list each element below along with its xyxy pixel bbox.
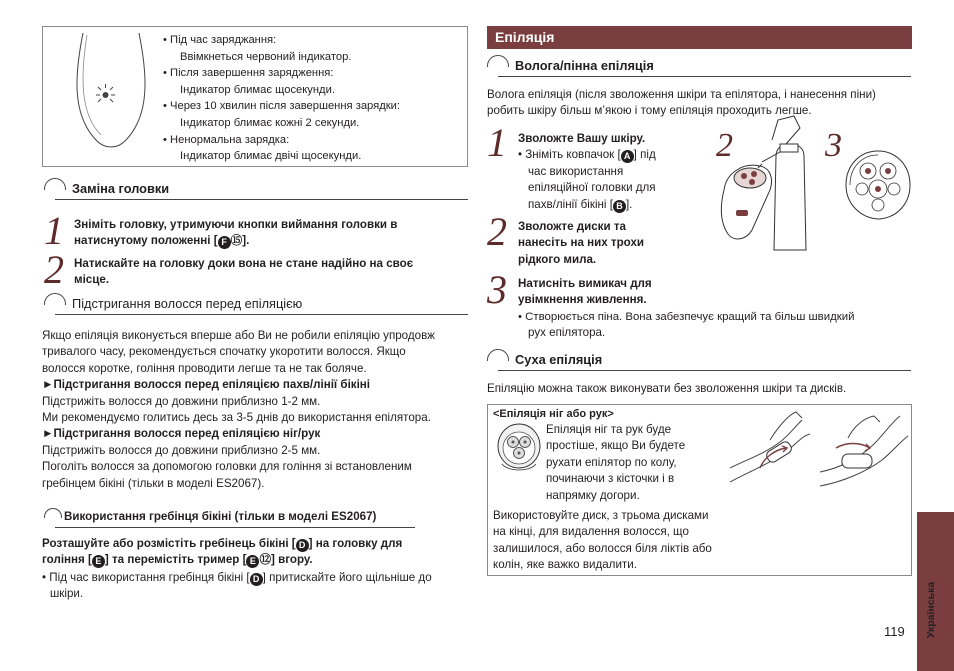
page-number: 119 (884, 624, 905, 639)
figure-number: 2 (716, 127, 733, 164)
bikini-comb-text: Розташуйте або розмістіть гребінець бікіні [ D ] на головку для гоління [ E ] та перемістіть тример [ E ⑫] вгору. • Під час використання гребінця бікіні [ D ] притискайте його щільніше до шкіри. (42, 537, 432, 601)
epilator-indicator-illustration (57, 29, 157, 153)
charging-line: • Під час заряджання: (163, 34, 277, 46)
step-text: Натискайте на головку доки вона не стане надійно на своє місце. (74, 257, 414, 287)
a-badge: A (621, 150, 634, 163)
charging-line: Індикатор блимає щосекунди. (180, 83, 335, 96)
step-text: Зволожте диски та нанесіть на них трохи рідкого мила. (518, 220, 645, 266)
section-heading-bikini-comb (44, 506, 414, 530)
section-title: Волога/пінна епіляція (515, 58, 654, 73)
f-badge: F (218, 236, 231, 249)
soap-bottle-and-epilator-illustration (716, 110, 821, 260)
knee-epilation-illustration (820, 408, 910, 490)
charging-line: Індикатор блимає кожні 2 секунди. (180, 116, 360, 129)
section-heading-dry-epilation (487, 349, 911, 373)
charging-line: Індикатор блимає двічі щосекунди. (180, 150, 362, 163)
trimming-text: Якщо епіляція виконується вперше або Ви не робили епіляцію упродовж тривалого часу, рекомендується спочатку укоротити волосся. Якщо волосся коротке, гоління проводити легше та не так боляче. ►Підстригання волосся перед епіляцією пахв/лінії бікіні Підстрижіть волосся до довжини приблизно 1-2 мм. Ми рекомендуємо голитись десь за 3-5 днів до використання епілятора. ►Підстригання волосся перед епіляцією ніг/рук Підстрижіть волосся до довжини приблизно 2-5 мм. Поголіть волосся за допомогою головки для гоління зі встановленим гребінцем бікіні (тільки в моделі ES2067). (42, 329, 435, 490)
step-text: Зволожте Вашу шкіру. • Зніміть ковпачок [ A ] під час використання епіляційної головки для пахв/лінії бікіні [ B ]. (518, 132, 656, 211)
leg-epilation-illustration (730, 410, 820, 490)
section-title: Використання гребінця бікіні (тільки в моделі ES2067) (64, 510, 377, 523)
b-badge: B (613, 200, 626, 213)
step-number: 2 (487, 209, 507, 254)
section-heading-wet-epilation (487, 55, 911, 79)
step-text: Зніміть головку, утримуючи кнопки виймання головки в натиснутому положенні [ F ⑮]. (74, 218, 398, 248)
triple-disc-head-illustration (496, 422, 542, 474)
language-label: Українська (925, 581, 937, 639)
dry-epilation-text: Епіляцію можна також виконувати без зволоження шкіри та дисків. (487, 382, 847, 395)
d-badge: D (296, 539, 309, 552)
figure-number: 3 (825, 127, 842, 164)
charging-line: • Через 10 хвилин після завершення зарядки: (163, 100, 400, 113)
section-title: Підстригання волосся перед епіляцією (72, 296, 303, 311)
legs-arms-text-bottom: Використовуйте диск, з трьома дисками на кінці, для видалення волосся, що залишилося, або волосся біля ліктів або колін, яке важко видалити. (493, 509, 712, 572)
foam-epilator-head-illustration (836, 145, 914, 223)
charging-status-list (163, 32, 463, 165)
legs-arms-title: <Епіляція ніг або рук> (493, 408, 614, 420)
step-number: 3 (487, 267, 507, 312)
step-number: 2 (44, 247, 64, 292)
e-badge: E (92, 555, 105, 568)
step-text: Натисніть вимикач для увімкнення живлення. • Створюється піна. Вона забезпечує кращий та більш швидкий рух епілятора. (518, 277, 855, 340)
charging-line: Ввімкнеться червоний індикатор. (180, 50, 352, 63)
step-number: 1 (44, 208, 64, 253)
section-title: Заміна головки (72, 181, 170, 196)
section-heading-trimming (44, 293, 468, 317)
e-badge: E (246, 555, 259, 568)
section-title: Суха епіляція (515, 352, 603, 367)
epilation-section-bar: Епіляція (487, 26, 912, 49)
d-badge: D (250, 573, 263, 586)
step-number: 1 (487, 120, 507, 165)
section-heading-head-replacement (44, 178, 468, 202)
legs-arms-text-top: Епіляція ніг та рук буде простіше, якщо Ви будете рухати епілятор по колу, починаючи з кісточки і в напрямку догори. (546, 423, 686, 502)
wet-epilation-intro: Волога епіляція (після зволоження шкіри та епілятора, і нанесення піни) робить шкіру більш м’якою і тому епіляція проходить легше. (487, 88, 876, 118)
charging-line: • Після завершення зарядження: (163, 67, 334, 80)
charging-line: • Ненормальна зарядка: (163, 133, 290, 146)
